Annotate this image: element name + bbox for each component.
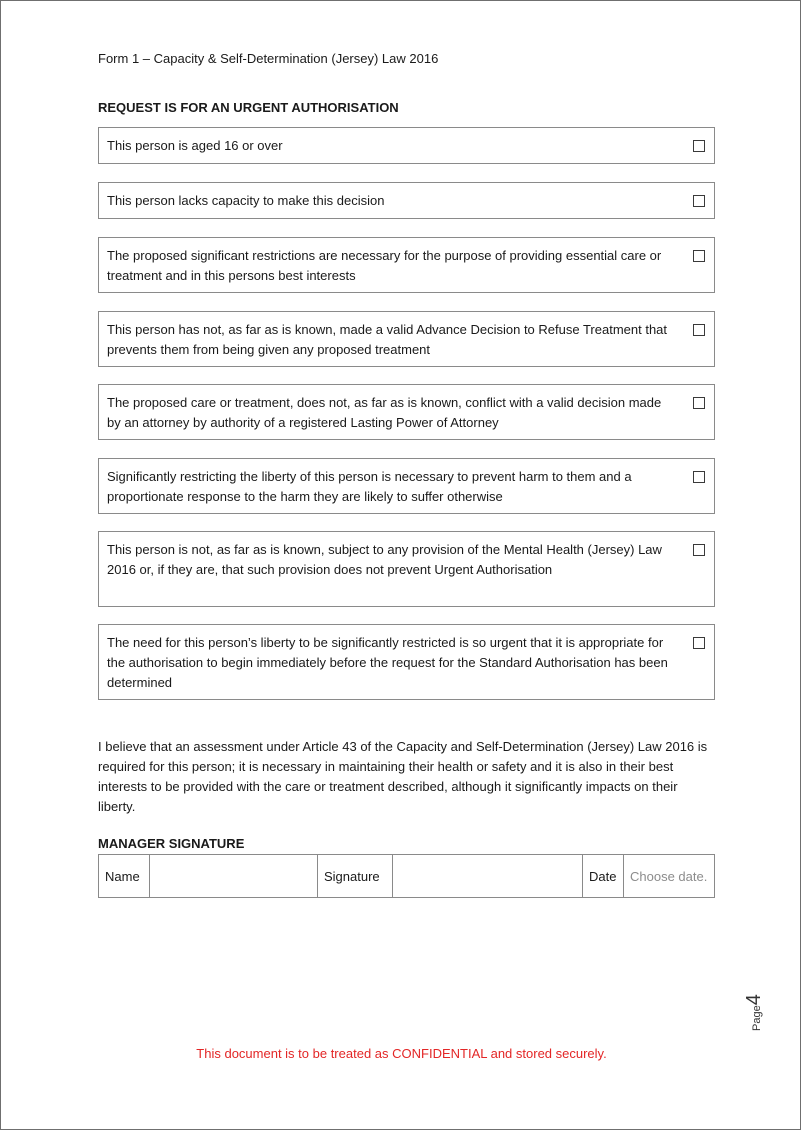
- declaration-paragraph: I believe that an assessment under Article 43 of the Capacity and Self-Determination (Jersey) Law 2016 is required for this person; it is necessary in maintaining their health or safety and it is also in their best interests to be provided with the care or treatment described, although it significantly impacts on their liberty.: [98, 739, 708, 814]
- form-title: Form 1 – Capacity & Self-Determination (Jersey) Law 2016: [98, 51, 439, 66]
- request-item-text: Significantly restricting the liberty of this person is necessary to prevent harm to them and a proportionate response to the harm they are likely to suffer otherwise: [107, 469, 632, 504]
- request-item-text: This person is not, as far as is known, subject to any provision of the Mental Health (Jersey) Law 2016 or, if they are, that such provision does not prevent Urgent Authorisation: [107, 542, 662, 577]
- request-item-text: This person lacks capacity to make this decision: [107, 193, 385, 208]
- request-item-checkbox[interactable]: [693, 397, 705, 409]
- request-item-6: [98, 458, 715, 514]
- request-item-checkbox[interactable]: [693, 471, 705, 483]
- request-item-checkbox[interactable]: [693, 140, 705, 152]
- request-item-checkbox[interactable]: [693, 637, 705, 649]
- request-item-3: [98, 237, 715, 293]
- page-number-value: 4: [743, 994, 765, 1006]
- request-item-checkbox[interactable]: [693, 324, 705, 336]
- page-number: [743, 987, 783, 1031]
- request-item-2: [98, 182, 715, 219]
- request-item-7: [98, 531, 715, 607]
- name-field[interactable]: [150, 855, 318, 898]
- request-item-text: The proposed care or treatment, does not, as far as is known, conflict with a valid decision made by an attorney by authority of a registered Lasting Power of Attorney: [107, 395, 662, 430]
- name-label: Name: [99, 855, 150, 898]
- signature-field[interactable]: [393, 855, 583, 898]
- request-item-checkbox[interactable]: [693, 544, 705, 556]
- request-item-checkbox[interactable]: [693, 250, 705, 262]
- request-item-checkbox[interactable]: [693, 195, 705, 207]
- request-item-4: [98, 311, 715, 367]
- request-item-text: This person has not, as far as is known, made a valid Advance Decision to Refuse Treatment that prevents them from being given any proposed treatment: [107, 322, 668, 357]
- request-item-8: [98, 624, 715, 700]
- signature-section-title: MANAGER SIGNATURE: [98, 836, 245, 851]
- request-item-text: The need for this person’s liberty to be significantly restricted is so urgent that it is appropriate for the authorisation to begin immediately before the request for the Standard Authorisation has been determined: [107, 635, 668, 690]
- date-label: Date: [583, 855, 624, 898]
- request-item-1: [98, 127, 715, 164]
- signature-label: Signature: [318, 855, 393, 898]
- request-item-text: The proposed significant restrictions are necessary for the purpose of providing essential care or treatment and in this persons best interests: [107, 248, 662, 283]
- request-item-text: This person is aged 16 or over: [107, 138, 283, 153]
- request-section-title: REQUEST IS FOR AN URGENT AUTHORISATION: [98, 100, 399, 115]
- date-picker-field[interactable]: Choose date.: [624, 855, 715, 898]
- request-item-5: [98, 384, 715, 440]
- page-number-label: Page: [751, 1005, 763, 1031]
- signature-table: [98, 854, 715, 898]
- confidential-footer: This document is to be treated as CONFIDENTIAL and stored securely.: [196, 1046, 607, 1061]
